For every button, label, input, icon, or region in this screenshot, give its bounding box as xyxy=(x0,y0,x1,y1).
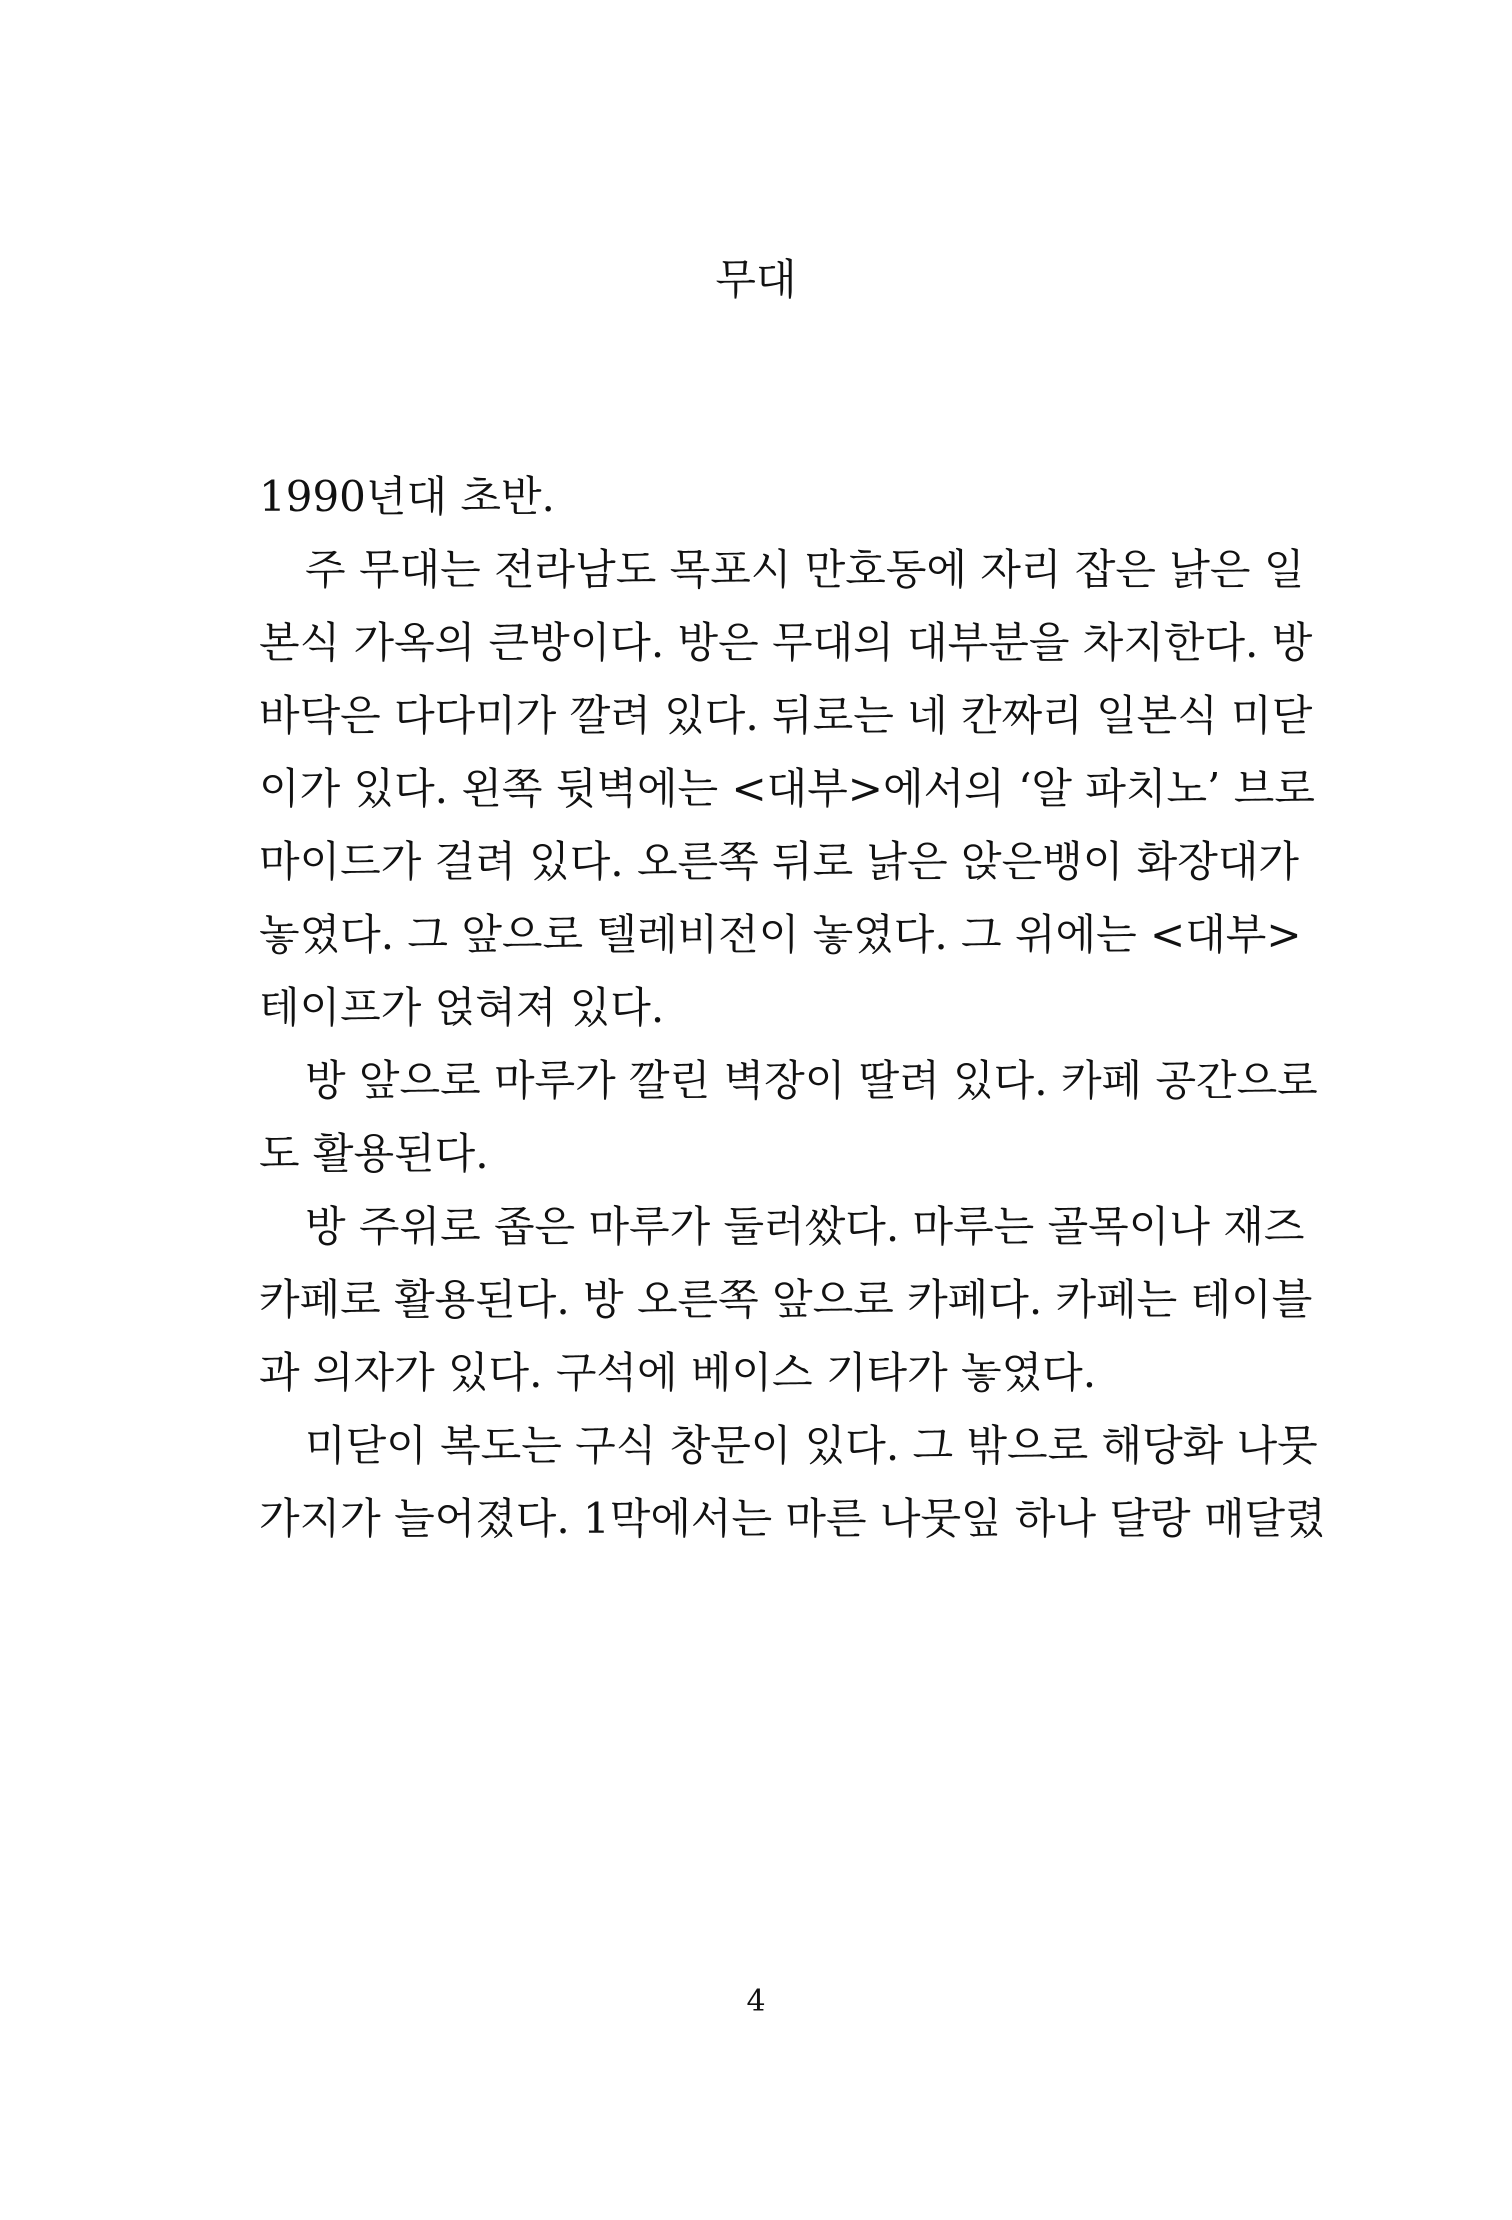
text-line: 본식 가옥의 큰방이다. 방은 무대의 대부분을 차지한다. 방 xyxy=(259,618,1313,667)
body-text xyxy=(259,460,1326,1555)
page-number: 4 xyxy=(746,1984,766,2019)
text-line: 테이프가 얹혀져 있다. xyxy=(259,983,665,1032)
text-line: 방 주위로 좁은 마루가 둘러쌌다. 마루는 골목이나 재즈 xyxy=(305,1202,1305,1251)
text-line: 도 활용된다. xyxy=(259,1129,489,1178)
text-line: 카페로 활용된다. 방 오른쪽 앞으로 카페다. 카페는 테이블 xyxy=(259,1275,1313,1324)
text-line: 방 앞으로 마루가 깔린 벽장이 딸려 있다. 카페 공간으로 xyxy=(305,1056,1318,1105)
text-line: 주 무대는 전라남도 목포시 만호동에 자리 잡은 낡은 일 xyxy=(305,545,1305,594)
text-line: 1990년대 초반. xyxy=(259,472,555,521)
text-line: 바닥은 다다미가 깔려 있다. 뒤로는 네 칸짜리 일본식 미닫 xyxy=(259,691,1313,740)
section-title: 무대 xyxy=(715,255,797,304)
text-line: 이가 있다. 왼쪽 뒷벽에는 <대부>에서의 ‘알 파치노’ 브로 xyxy=(259,764,1315,813)
text-line: 놓였다. 그 앞으로 텔레비전이 놓였다. 그 위에는 <대부> xyxy=(259,910,1302,959)
text-line: 미닫이 복도는 구식 창문이 있다. 그 밖으로 해당화 나뭇 xyxy=(305,1421,1318,1470)
text-line: 마이드가 걸려 있다. 오른쪽 뒤로 낡은 앉은뱅이 화장대가 xyxy=(259,837,1299,886)
text-line: 가지가 늘어졌다. 1막에서는 마른 나뭇잎 하나 달랑 매달렸 xyxy=(259,1494,1326,1543)
text-line: 과 의자가 있다. 구석에 베이스 기타가 놓였다. xyxy=(259,1348,1097,1397)
